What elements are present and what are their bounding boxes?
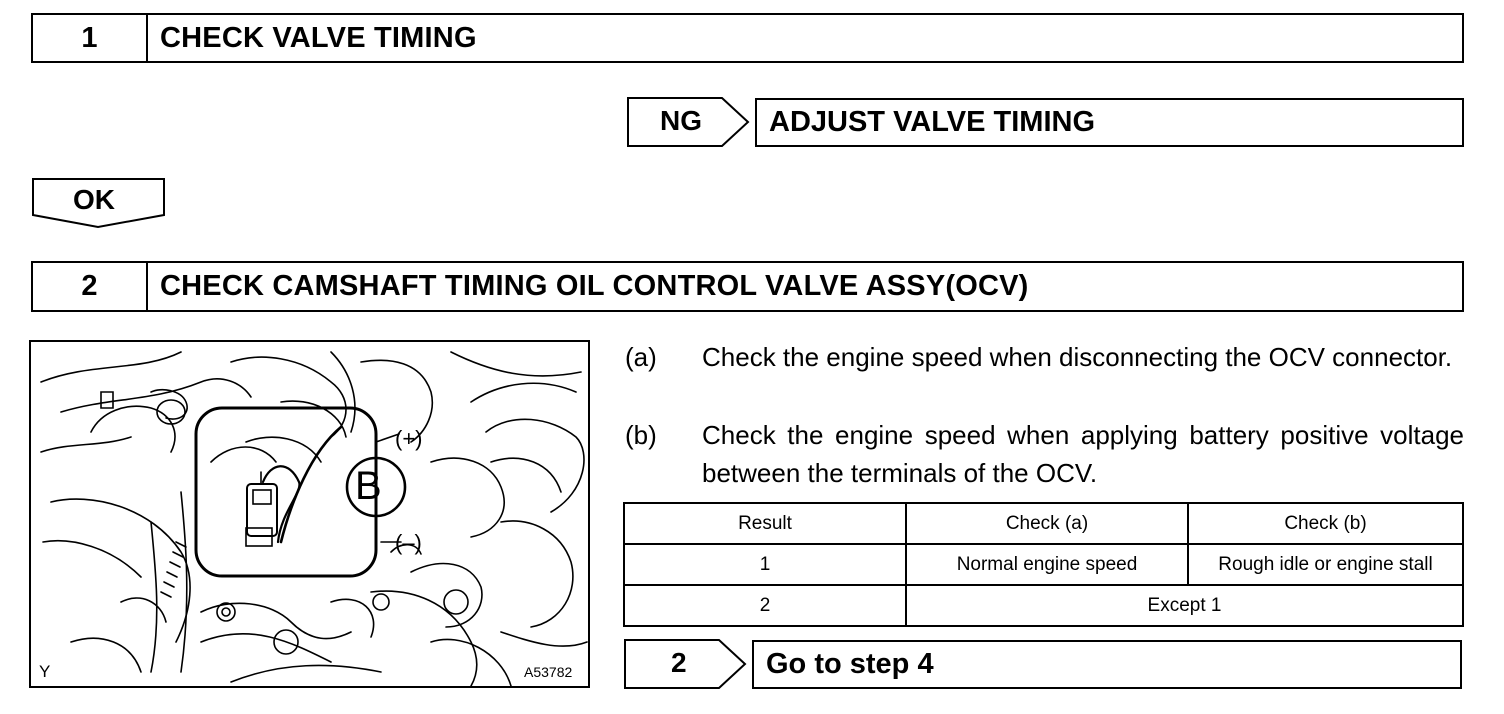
step-1-number: 1 — [33, 15, 148, 61]
result-2-text: Go to step 4 — [766, 648, 934, 680]
ng-tag-label: NG — [660, 105, 702, 136]
table-cell: Rough idle or engine stall — [1188, 544, 1463, 585]
engine-illustration — [31, 342, 588, 686]
step-1-header — [31, 13, 1464, 63]
instruction-a — [625, 338, 1464, 416]
figure-minus-label: (–) — [395, 530, 422, 555]
instruction-b-label: (b) — [625, 420, 657, 450]
instruction-b-text: Check the engine speed when applying battery positive voltage between the terminals of the OCV. — [702, 420, 1464, 488]
figure-plus-label: (+) — [395, 426, 423, 451]
step-2-header — [31, 261, 1464, 312]
table-cell: Except 1 — [906, 585, 1463, 626]
result-table-wrap — [623, 502, 1464, 627]
ok-tag-label: OK — [73, 184, 115, 215]
step-1-title: CHECK VALVE TIMING — [160, 21, 477, 54]
step-2-title: CHECK CAMSHAFT TIMING OIL CONTROL VALVE ASSY(OCV) — [160, 270, 1029, 302]
table-cell: Normal engine speed — [906, 544, 1188, 585]
instruction-a-label: (a) — [625, 342, 657, 372]
table-row — [624, 544, 1463, 585]
engine-figure — [29, 340, 590, 688]
ok-tag — [31, 177, 167, 229]
result-2-tag — [623, 638, 749, 690]
table-header-check-a: Check (a) — [906, 503, 1188, 544]
table-header-row — [624, 503, 1463, 544]
table-row — [624, 585, 1463, 626]
table-cell: 2 — [624, 585, 906, 626]
figure-callout-label: B — [355, 464, 382, 508]
instruction-b — [625, 416, 1464, 494]
ng-tag — [626, 96, 752, 148]
figure-code: A53782 — [524, 664, 573, 680]
result-table — [623, 502, 1464, 627]
table-header-result: Result — [624, 503, 906, 544]
table-cell: 1 — [624, 544, 906, 585]
ng-result-box — [755, 98, 1464, 147]
instruction-a-text: Check the engine speed when disconnecting the OCV connector. — [702, 342, 1453, 372]
result-2-tag-label: 2 — [671, 647, 687, 678]
figure-corner-label: Y — [39, 662, 51, 681]
step-2-number: 2 — [33, 263, 148, 310]
ng-result-text: ADJUST VALVE TIMING — [769, 106, 1095, 138]
result-2-box — [752, 640, 1462, 689]
table-header-check-b: Check (b) — [1188, 503, 1463, 544]
